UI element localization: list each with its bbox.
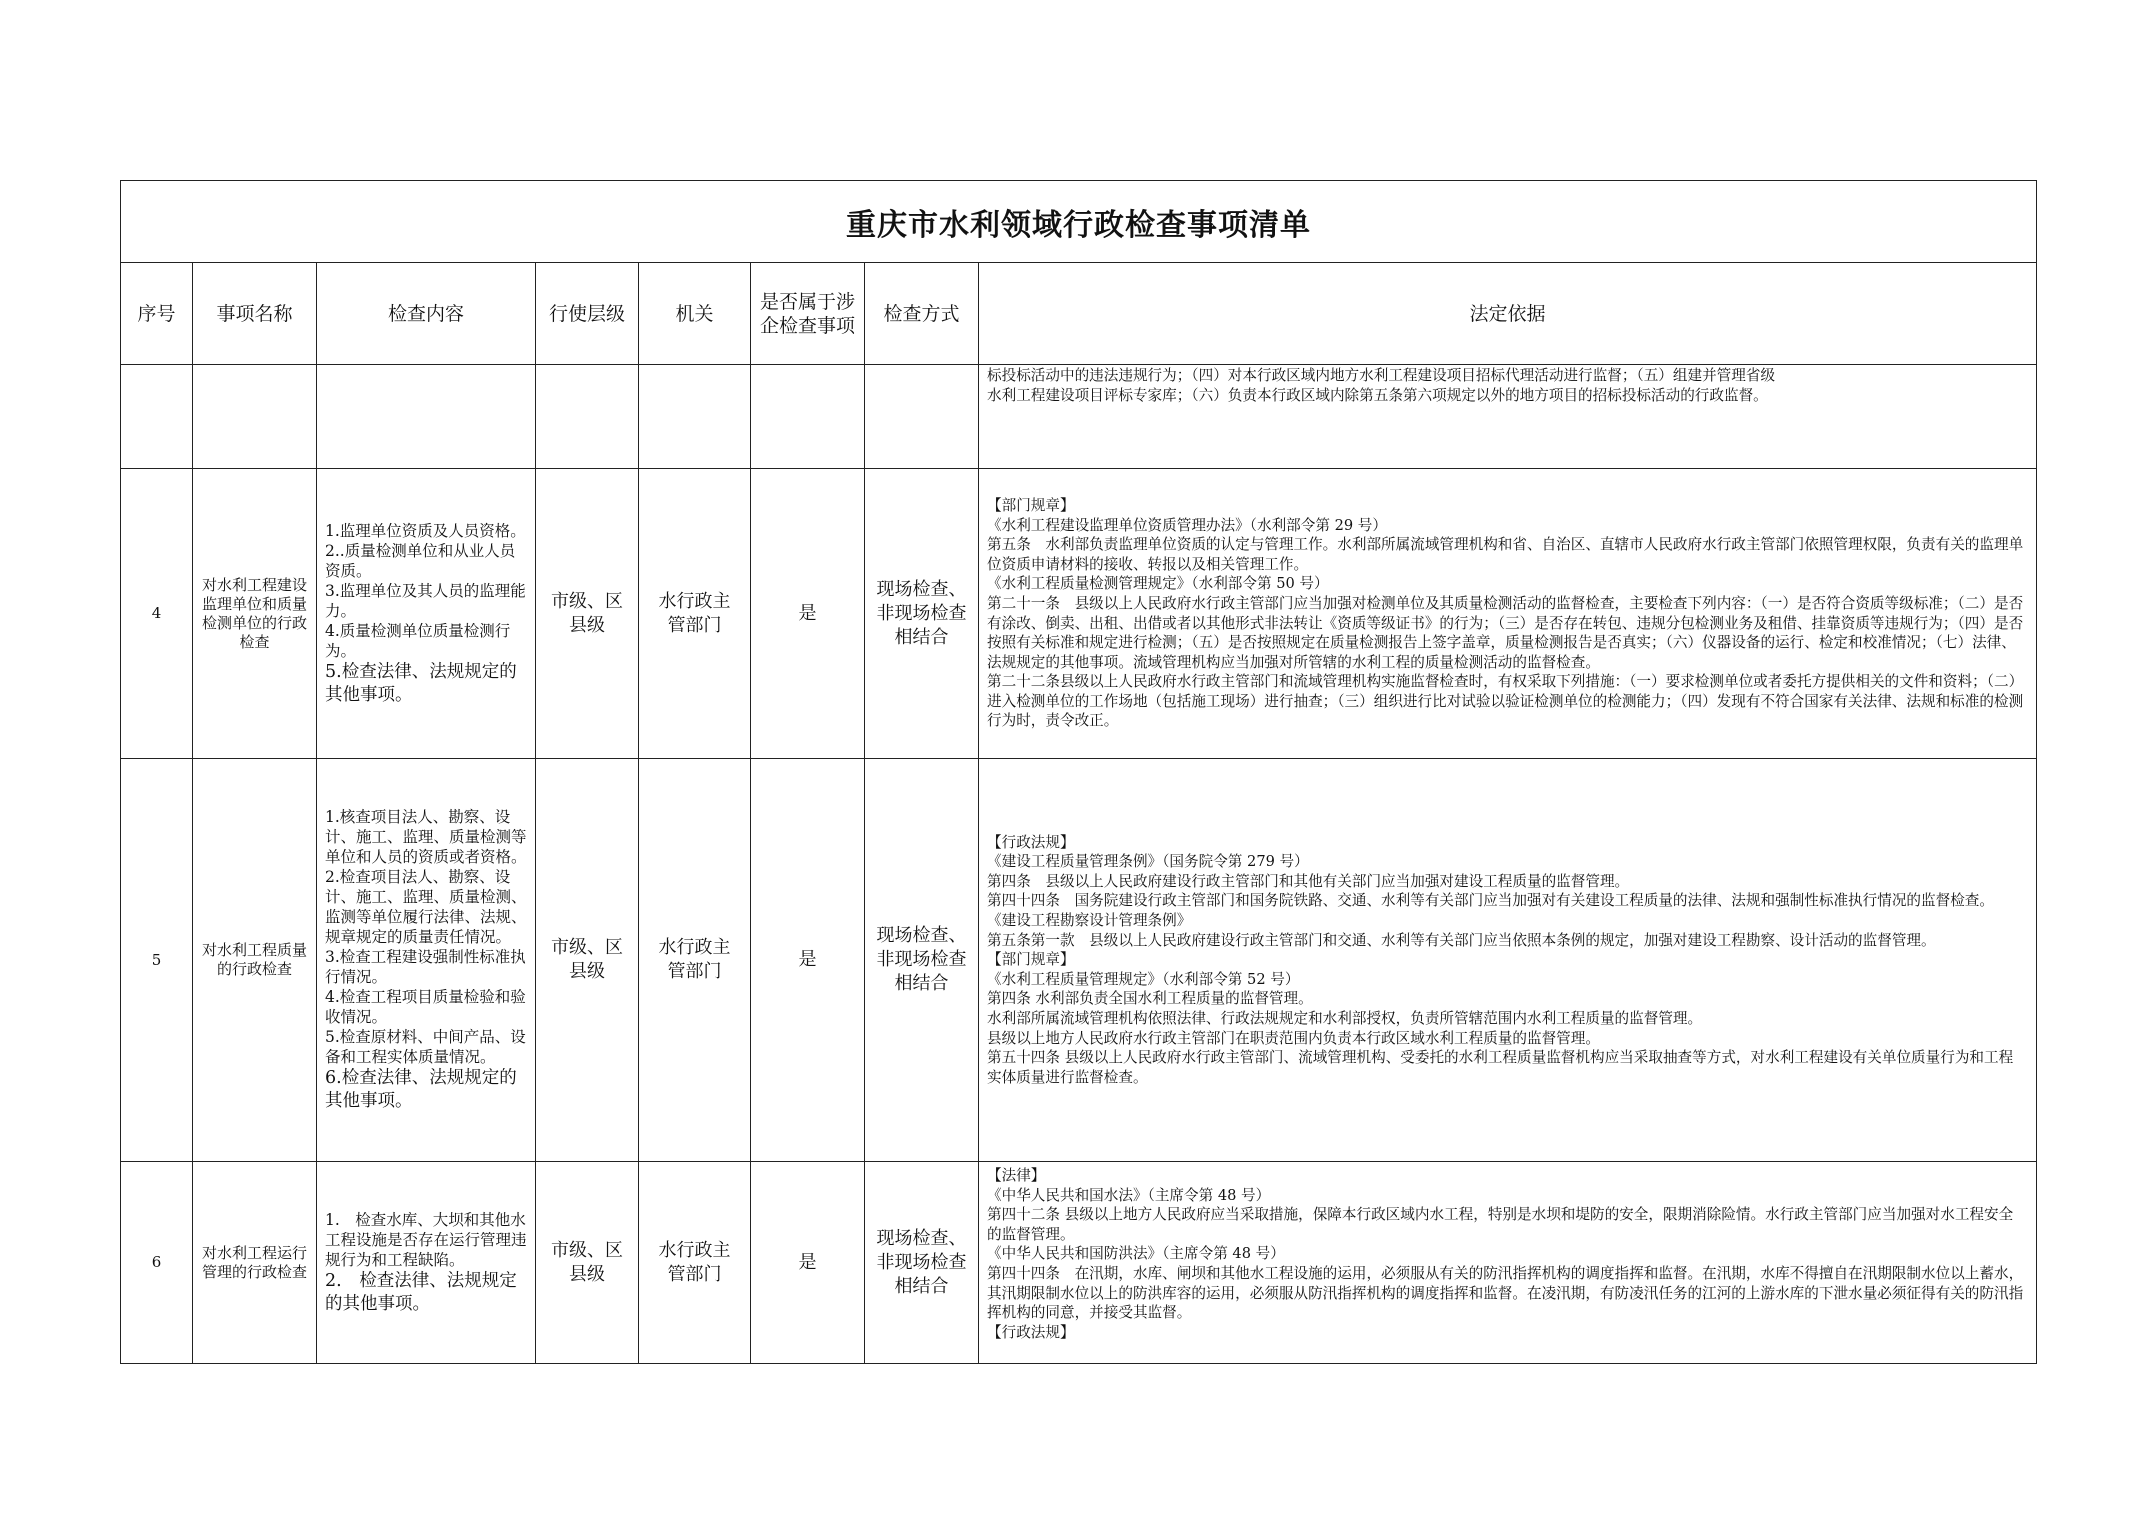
basis-line: 《水利工程质量管理规定》（水利部令第 52 号）	[987, 970, 1300, 988]
row-method	[865, 365, 979, 469]
header-row	[121, 263, 2037, 365]
row-level: 市级、区县级	[536, 1162, 639, 1364]
header-org: 机关	[639, 263, 751, 365]
content-item: 2.检查项目法人、勘察、设计、施工、监理、质量检测、监测等单位履行法律、法规、规章规定的质量责任情况。	[325, 868, 527, 946]
content-item: 1.核查项目法人、勘察、设计、施工、监理、质量检测等单位和人员的资质或者资格。	[325, 808, 527, 866]
row-level	[536, 365, 639, 469]
basis-line: 水利部所属流域管理机构依照法律、行政法规规定和水利部授权，负责所管辖范围内水利工程质量的监督管理。	[987, 1009, 1703, 1027]
header-enterprise: 是否属于涉企检查事项	[751, 263, 865, 365]
row-seq: 6	[121, 1162, 193, 1364]
row-level: 市级、区县级	[536, 469, 639, 759]
basis-line: 第四条 水利部负责全国水利工程质量的监督管理。	[987, 990, 1313, 1008]
basis-line: 《建设工程勘察设计管理条例》	[987, 912, 1192, 930]
row-org: 水行政主管部门	[639, 1162, 751, 1364]
table-row	[121, 759, 2037, 1162]
basis-line: 【部门规章】	[987, 951, 1075, 969]
row-org: 水行政主管部门	[639, 759, 751, 1162]
row-basis	[979, 1162, 2037, 1364]
basis-line: 第五十四条 县级以上人民政府水行政主管部门、流域管理机构、受委托的水利工程质量监督机构应当采取抽查等方式，对水利工程建设有关单位质量行为和工程实体质量进行监督检查。	[987, 1049, 2014, 1086]
row-content	[317, 469, 536, 759]
row-name	[193, 365, 317, 469]
content-item: 5.检查法律、法规规定的其他事项。	[325, 661, 517, 705]
basis-line: 【法律】	[987, 1167, 1046, 1184]
row-method: 现场检查、非现场检查相结合	[865, 1162, 979, 1364]
content-item: 2. 检查法律、法规规定的其他事项。	[325, 1270, 517, 1314]
basis-line: 县级以上地方人民政府水行政主管部门在职责范围内负责本行政区域水利工程质量的监督管理。	[987, 1029, 1600, 1047]
basis-line: 第四十四条 国务院建设行政主管部门和国务院铁路、交通、水利等有关部门应当加强对有关建设工程质量的法律、法规和强制性标准执行情况的监督检查。	[987, 892, 1994, 910]
row-enterprise: 是	[751, 1162, 865, 1364]
row-content	[317, 759, 536, 1162]
basis-line: 第五条 水利部负责监理单位资质的认定与管理工作。水利部所属流域管理机构和省、自治区、直辖市人民政府水行政主管部门依照管理权限，负责有关的监理单位资质申请材料的接收、转报以及相关管理工作。	[987, 536, 2024, 573]
header-name: 事项名称	[193, 263, 317, 365]
basis-line: 《中华人民共和国水法》（主席令第 48 号）	[987, 1186, 1271, 1204]
table-row	[121, 1162, 2037, 1364]
content-item: 3.监理单位及其人员的监理能力。	[325, 581, 526, 620]
basis-line: 第四条 县级以上人民政府建设行政主管部门和其他有关部门应当加强对建设工程质量的监督管理。	[987, 872, 1630, 890]
row-enterprise: 是	[751, 469, 865, 759]
content-item: 5.检查原材料、中间产品、设备和工程实体质量情况。	[325, 1028, 526, 1066]
content-item: 3.检查工程建设强制性标准执行情况。	[325, 948, 526, 986]
table-row	[121, 365, 2037, 469]
header-basis: 法定依据	[979, 263, 2037, 365]
row-name: 对水利工程建设监理单位和质量检测单位的行政检查	[193, 469, 317, 759]
basis-line: 第四十四条 在汛期，水库、闸坝和其他水工程设施的运用，必须服从有关的防汛指挥机构的调度指挥和监督。在汛期，水库不得擅自在汛期限制水位以上蓄水，其汛期限制水位以上的防洪库容的运用，必须服从防汛指挥机构的调度指挥和监督。在凌汛期，有防凌汛任务的江河的上游水库的下泄水量必须征得有关的防汛指挥机构的同意，并接受其监督。	[987, 1264, 2024, 1322]
content-item: 1. 检查水库、大坝和其他水工程设施是否存在运行管理违规行为和工程缺陷。	[325, 1210, 527, 1269]
row-basis	[979, 469, 2037, 759]
inspection-table	[120, 180, 2037, 1364]
content-item: 1.监理单位资质及人员资格。	[325, 521, 526, 540]
row-basis	[979, 759, 2037, 1162]
content-item: 2..质量检测单位和从业人员资质。	[325, 541, 516, 580]
row-seq: 4	[121, 469, 193, 759]
basis-line: 水利工程建设项目评标专家库；（六）负责本行政区域内除第五条第六项规定以外的地方项目的招标投标活动的行政监督。	[987, 386, 1768, 404]
row-level: 市级、区县级	[536, 759, 639, 1162]
content-item: 4.质量检测单位质量检测行为。	[325, 621, 511, 660]
basis-line: 《中华人民共和国防洪法》（主席令第 48 号）	[987, 1245, 1285, 1263]
page-title: 重庆市水利领域行政检查事项清单	[121, 181, 2037, 263]
header-method: 检查方式	[865, 263, 979, 365]
header-seq: 序号	[121, 263, 193, 365]
row-org: 水行政主管部门	[639, 469, 751, 759]
row-basis	[979, 365, 2037, 469]
row-content	[317, 365, 536, 469]
row-seq: 5	[121, 759, 193, 1162]
row-org	[639, 365, 751, 469]
basis-line: 第五条第一款 县级以上人民政府建设行政主管部门和交通、水利等有关部门应当依照本条例的规定，加强对建设工程勘察、设计活动的监督管理。	[987, 931, 1936, 949]
basis-line: 《水利工程建设监理单位资质管理办法》（水利部令第 29 号）	[987, 516, 1387, 534]
row-enterprise: 是	[751, 759, 865, 1162]
table-row	[121, 469, 2037, 759]
basis-line: 【行政法规】	[987, 833, 1075, 851]
header-level: 行使层级	[536, 263, 639, 365]
basis-line: 标投标活动中的违法违规行为；（四）对本行政区域内地方水利工程建设项目招标代理活动进行监督；（五）组建并管理省级	[987, 367, 1776, 384]
basis-line: 《水利工程质量检测管理规定》（水利部令第 50 号）	[987, 575, 1329, 593]
inspection-list-sheet	[120, 180, 2036, 1364]
row-name: 对水利工程质量的行政检查	[193, 759, 317, 1162]
basis-line: 第二十一条 县级以上人民政府水行政主管部门应当加强对检测单位及其质量检测活动的监督检查，主要检查下列内容：（一）是否符合资质等级标准；（二）是否有涂改、倒卖、出租、出借或者以其他形式非法转让《资质等级证书》的行为；（三）是否存在转包、违规分包检测业务及租借、挂靠资质等违规行为；（四）是否按照有关标准和规定进行检测；（五）是否按照规定在质量检测报告上签字盖章，质量检测报告是否真实；（六）仪器设备的运行、检定和校准情况；（七）法律、法规规定的其他事项。流域管理机构应当加强对所管辖的水利工程的质量检测活动的监督检查。	[987, 594, 2024, 671]
content-item: 4.检查工程项目质量检验和验收情况。	[325, 988, 526, 1026]
basis-line: 【行政法规】	[987, 1323, 1075, 1341]
basis-line: 《建设工程质量管理条例》（国务院令第 279 号）	[987, 853, 1309, 871]
row-enterprise	[751, 365, 865, 469]
row-name: 对水利工程运行管理的行政检查	[193, 1162, 317, 1364]
row-method: 现场检查、非现场检查相结合	[865, 469, 979, 759]
basis-line: 第二十二条县级以上人民政府水行政主管部门和流域管理机构实施监督检查时，有权采取下列措施：（一）要求检测单位或者委托方提供相关的文件和资料；（二）进入检测单位的工作场地（包括施工现场）进行抽查；（三）组织进行比对试验以验证检测单位的检测能力；（四）发现有不符合国家有关法律、法规和标准的检测行为时，责令改正。	[987, 673, 2024, 730]
header-content: 检查内容	[317, 263, 536, 365]
basis-line: 第四十二条 县级以上地方人民政府应当采取措施，保障本行政区域内水工程，特别是水坝和堤防的安全，限期消除险情。水行政主管部门应当加强对水工程安全的监督管理。	[987, 1206, 2014, 1243]
basis-line: 【部门规章】	[987, 496, 1075, 514]
content-item: 6.检查法律、法规规定的其他事项。	[325, 1068, 517, 1111]
row-seq	[121, 365, 193, 469]
row-content	[317, 1162, 536, 1364]
row-method: 现场检查、非现场检查相结合	[865, 759, 979, 1162]
